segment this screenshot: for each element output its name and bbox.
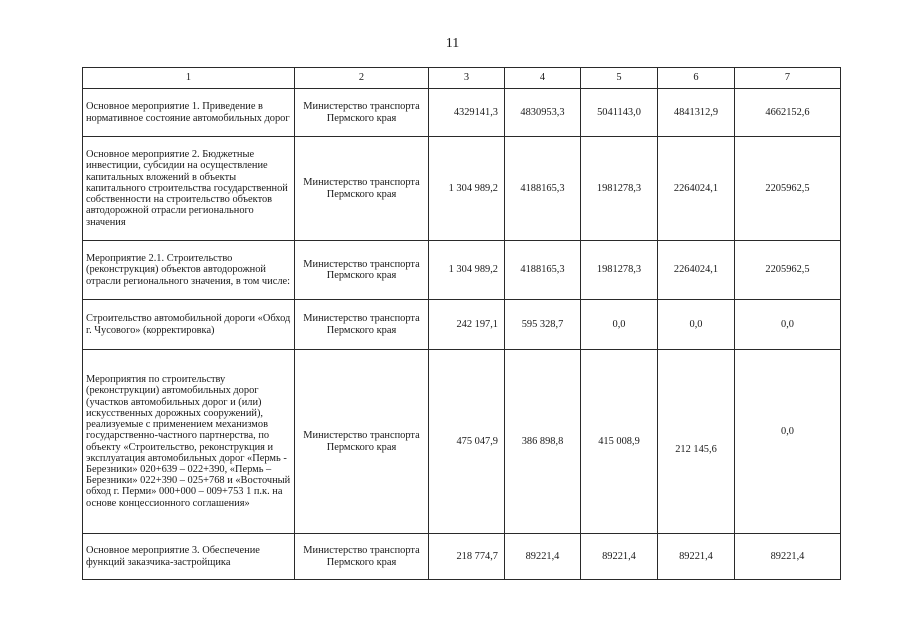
table-row (83, 241, 841, 300)
program-table (82, 67, 841, 580)
row-6-value-6: 89221,4 (658, 534, 735, 580)
column-header-1: 1 (83, 68, 295, 89)
row-3-value-6: 2264024,1 (658, 241, 735, 300)
row-2-value-3: 1 304 989,2 (429, 137, 505, 241)
row-1-value-6: 4841312,9 (658, 89, 735, 137)
table-row (83, 350, 841, 534)
table-row (83, 137, 841, 241)
row-2-value-7: 2205962,5 (735, 137, 841, 241)
row-3-value-3: 1 304 989,2 (429, 241, 505, 300)
row-5-value-3: 475 047,9 (429, 350, 505, 534)
row-4-value-4: 595 328,7 (505, 300, 581, 350)
table-row (83, 534, 841, 580)
row-2-ministry: Министерство транспорта Пермского края (295, 137, 429, 241)
row-5-value-5: 415 008,9 (581, 350, 658, 534)
table-row (83, 300, 841, 350)
row-3-measure: Мероприятие 2.1. Строительство (реконструкция) объектов автодорожной отрасли регионального значения, в том числе: (83, 241, 295, 300)
row-5-ministry: Министерство транспорта Пермского края (295, 350, 429, 534)
row-6-value-4: 89221,4 (505, 534, 581, 580)
row-4-value-7: 0,0 (735, 300, 841, 350)
row-5-value-6: 212 145,6 (658, 350, 735, 534)
row-4-value-5: 0,0 (581, 300, 658, 350)
table-header-row (83, 68, 841, 89)
row-2-value-5: 1981278,3 (581, 137, 658, 241)
row-2-value-6: 2264024,1 (658, 137, 735, 241)
row-3-ministry: Министерство транспорта Пермского края (295, 241, 429, 300)
row-2-measure: Основное мероприятие 2. Бюджетные инвестиции, субсидии на осуществление капитальных вложений в объекты капитального строительства государственной собственности на строительство объектов автодорожной отрасли регионального значения (83, 137, 295, 241)
row-1-value-5: 5041143,0 (581, 89, 658, 137)
row-4-value-6: 0,0 (658, 300, 735, 350)
row-1-measure: Основное мероприятие 1. Приведение в нормативное состояние автомобильных дорог (83, 89, 295, 137)
row-6-value-5: 89221,4 (581, 534, 658, 580)
row-4-ministry: Министерство транспорта Пермского края (295, 300, 429, 350)
row-6-measure: Основное мероприятие 3. Обеспечение функций заказчика-застройщика (83, 534, 295, 580)
row-6-ministry: Министерство транспорта Пермского края (295, 534, 429, 580)
column-header-3: 3 (429, 68, 505, 89)
column-header-5: 5 (581, 68, 658, 89)
row-1-value-7: 4662152,6 (735, 89, 841, 137)
column-header-6: 6 (658, 68, 735, 89)
row-3-value-7: 2205962,5 (735, 241, 841, 300)
column-header-2: 2 (295, 68, 429, 89)
row-5-measure: Мероприятия по строительству (реконструкции) автомобильных дорог (участков автомобильных дорог и (или) искусственных дорожных сооружений), реализуемые с применением механизмов государственно-частного партнерства, по объекту «Строительство, реконструкция и эксплуатация автомобильных дорог «Пермь - Березники» 020+639 – 022+390, «Пермь – Березники» 022+390 – 025+768 и «Восточный обход г. Перми» 000+000 – 009+753 1 п.к. на основе концессионного соглашения» (83, 350, 295, 534)
row-1-ministry: Министерство транспорта Пермского края (295, 89, 429, 137)
page-number: 11 (445, 36, 460, 51)
column-header-4: 4 (505, 68, 581, 89)
row-5-value-7: 0,0 (735, 350, 841, 534)
row-3-value-5: 1981278,3 (581, 241, 658, 300)
row-1-value-3: 4329141,3 (429, 89, 505, 137)
row-4-value-3: 242 197,1 (429, 300, 505, 350)
row-1-value-4: 4830953,3 (505, 89, 581, 137)
row-6-value-3: 218 774,7 (429, 534, 505, 580)
row-5-value-4: 386 898,8 (505, 350, 581, 534)
table-row (83, 89, 841, 137)
row-4-measure: Строительство автомобильной дороги «Обход г. Чусового» (корректировка) (83, 300, 295, 350)
column-header-7: 7 (735, 68, 841, 89)
row-3-value-4: 4188165,3 (505, 241, 581, 300)
row-2-value-4: 4188165,3 (505, 137, 581, 241)
row-6-value-7: 89221,4 (735, 534, 841, 580)
